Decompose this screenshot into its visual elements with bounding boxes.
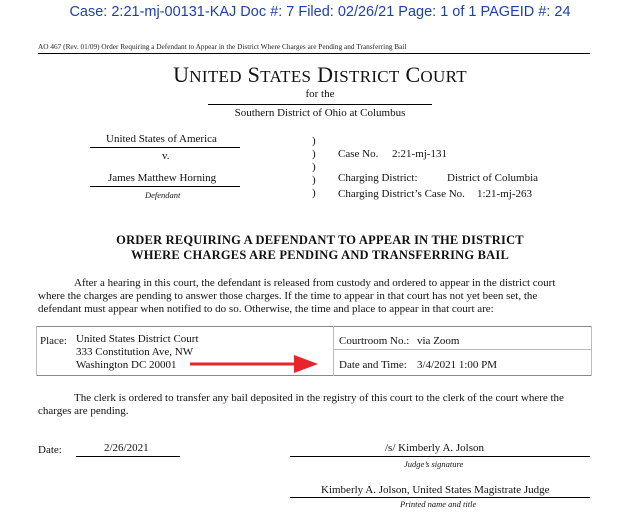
ecf-header: Case: 2:21-mj-00131-KAJ Doc #: 7 Filed: 02/26/21 Page: 1 of 1 PAGEID #: 24 xyxy=(69,4,571,20)
table-right-border xyxy=(591,326,592,376)
order-paragraph-line: where the charges are pending to answer those charges. If the time to appear in that court has not yet been set, the xyxy=(38,290,538,302)
date-rule xyxy=(76,456,180,457)
printed-name-rule xyxy=(290,497,590,498)
place-line1: United States District Court xyxy=(76,333,199,345)
order-title-line1: ORDER REQUIRING A DEFENDANT TO APPEAR IN THE DISTRICT xyxy=(116,233,524,247)
order-paragraph-line: After a hearing in this court, the defendant is released from custody and ordered to appear in the district court xyxy=(74,277,556,289)
printed-name-caption: Printed name and title xyxy=(400,499,477,509)
courtroom-underline xyxy=(333,349,591,350)
plaintiff-rule xyxy=(90,147,240,148)
charging-district-label: Charging District: xyxy=(338,172,418,184)
judge-signature: /s/ Kimberly A. Jolson xyxy=(385,442,485,454)
caption-paren: ) xyxy=(312,148,316,160)
table-top-border xyxy=(36,326,592,327)
order-title-line2: WHERE CHARGES ARE PENDING AND TRANSFERRING BAIL xyxy=(131,248,509,262)
district-name: Southern District of Ohio at Columbus xyxy=(234,107,406,119)
charging-case-number: 1:21-mj-263 xyxy=(477,188,532,200)
caption-paren: ) xyxy=(312,174,316,186)
arrow-head xyxy=(294,355,318,373)
case-number: 2:21-mj-131 xyxy=(392,148,447,160)
case-number-label: Case No. xyxy=(338,148,379,160)
versus-label: v. xyxy=(162,150,170,162)
datetime-value: 3/4/2021 1:00 PM xyxy=(417,359,498,371)
bail-paragraph-line: The clerk is ordered to transfer any bail deposited in the registry of this court to the clerk of the court where the xyxy=(74,392,564,404)
plaintiff-name: United States of America xyxy=(106,133,217,145)
court-title: UNITED STATES DISTRICT COURT xyxy=(173,62,467,87)
charging-district: District of Columbia xyxy=(447,172,539,184)
place-line3: Washington DC 20001 xyxy=(76,359,177,371)
district-rule xyxy=(208,104,432,105)
date-label: Date: xyxy=(38,444,62,456)
defendant-rule xyxy=(90,186,240,187)
red-arrow-annotation xyxy=(190,352,320,376)
defendant-name: James Matthew Horning xyxy=(108,172,217,184)
caption-paren: ) xyxy=(312,187,316,199)
form-identifier: AO 467 (Rev. 01/09) Order Requiring a Defendant to Appear in the District Where Charges are Pending and Transferring Bail xyxy=(38,42,407,51)
for-the-label: for the xyxy=(305,88,335,100)
courtroom-label: Courtroom No.: xyxy=(339,335,410,347)
bail-paragraph-line: charges are pending. xyxy=(38,405,129,417)
order-paragraph-line: defendant must appear when notified to do so. Otherwise, the time and place to appear in that court are: xyxy=(38,303,494,315)
datetime-label: Date and Time: xyxy=(339,359,407,371)
form-rule xyxy=(38,53,590,54)
caption-paren: ) xyxy=(312,135,316,147)
place-line2: 333 Constitution Ave, NW xyxy=(76,346,194,358)
signature-caption: Judge’s signature xyxy=(404,459,464,469)
table-divider xyxy=(333,326,334,376)
charging-case-label: Charging District’s Case No. xyxy=(338,188,465,200)
defendant-role: Defendant xyxy=(145,190,181,200)
date-value: 2/26/2021 xyxy=(104,442,149,454)
place-label: Place: xyxy=(40,335,67,347)
signature-rule xyxy=(290,456,590,457)
table-left-border xyxy=(36,326,37,376)
printed-name: Kimberly A. Jolson, United States Magistrate Judge xyxy=(321,484,550,496)
caption-paren: ) xyxy=(312,161,316,173)
courtroom-value: via Zoom xyxy=(417,335,460,347)
